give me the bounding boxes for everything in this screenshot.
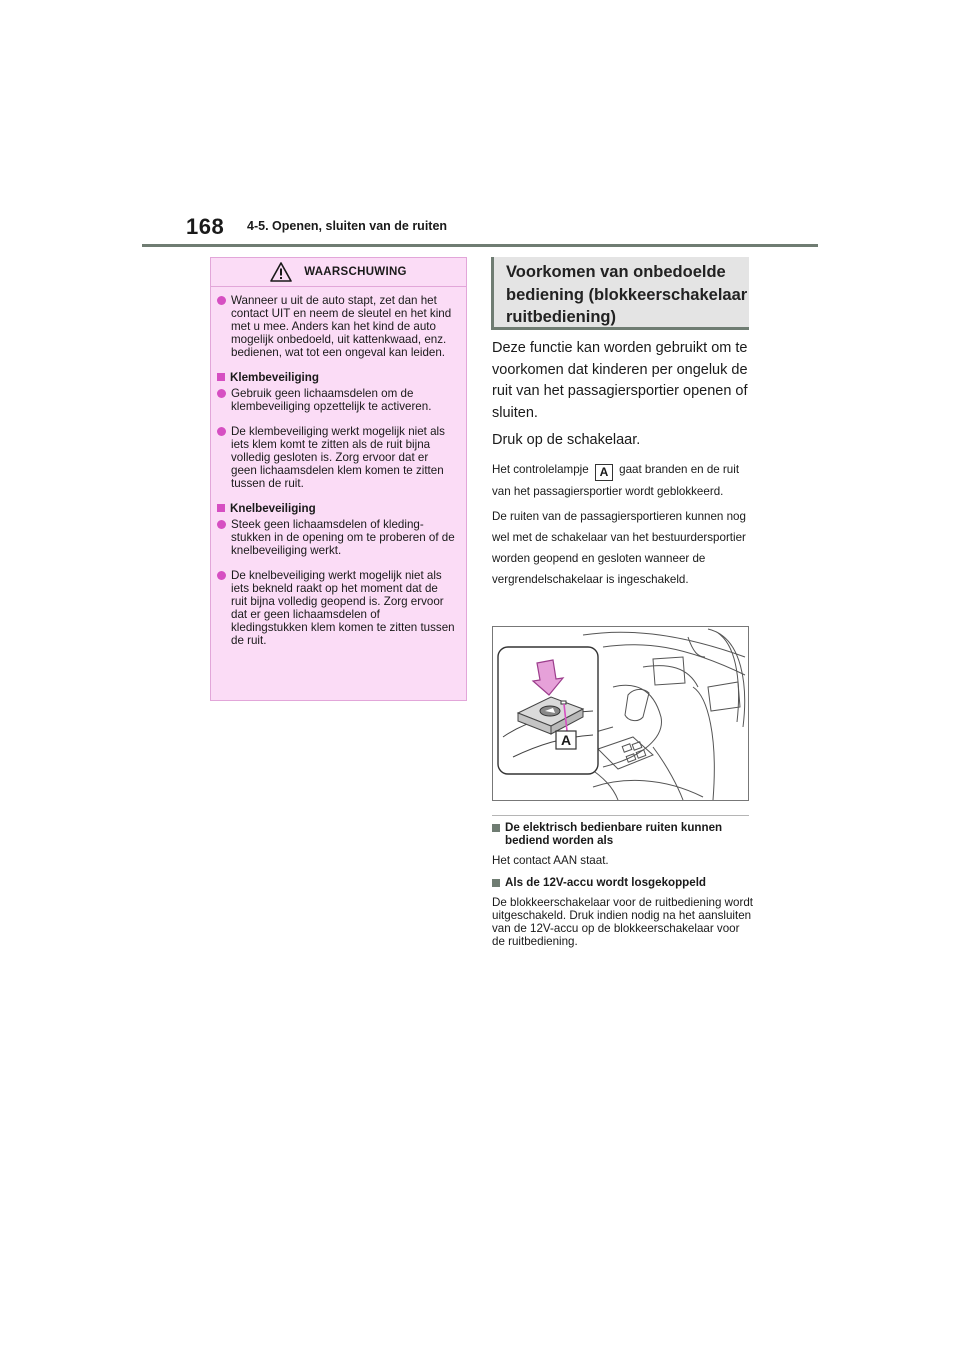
passenger-note: De ruiten van de passagiersportieren kunnen nog wel met de schakelaar van het bestuurdersportier worden geopend en gesloten wanneer de vergrendelschakelaar is ingeschakeld. [492, 510, 746, 586]
instruction: Druk op de schakelaar. [492, 432, 641, 448]
warning-header [211, 258, 466, 287]
bullet-icon [217, 389, 226, 398]
figure-divider [492, 815, 749, 816]
bullet-icon [217, 520, 226, 529]
section-heading: Voorkomen van onbedoelde bediening (blokkeerschakelaar ruitbediening) [491, 257, 749, 330]
label-a-badge: A [595, 464, 613, 481]
warning-item [217, 518, 456, 557]
note-body: De blokkeerschakelaar voor de ruitbediening wordt uitgeschakeld. Druk indien nodig na het aansluiten van de 12V-accu op de blokkeerschakelaar voor de ruitbediening. [492, 896, 754, 948]
note-heading-text: De elektrisch bedienbare ruiten kunnen bediend worden als [505, 821, 723, 847]
note-heading-text: Als de 12V-accu wordt losgekoppeld [505, 876, 707, 890]
square-bullet-icon [492, 824, 500, 832]
warning-text: Gebruik geen lichaamsdelen om de klembeveiliging opzettelijk te activeren. [231, 387, 432, 413]
warning-text: Wanneer u uit de auto stapt, zet dan het contact UIT en neem de sleutel en het kind met u mee. Anders kan het kind de auto mogelijk onbedoeld, uit kattenkwaad, enz. bedienen, wat tot een ongeval kan leiden. [231, 294, 452, 359]
square-bullet-icon [217, 504, 225, 512]
lamp-paragraph [492, 459, 754, 502]
bullet-icon [217, 296, 226, 305]
figure-label-a: A [560, 732, 572, 748]
note-heading [492, 822, 754, 848]
window-lock-illustration [492, 626, 749, 801]
detail-text [492, 459, 754, 594]
klem-heading: Klembeveiliging [230, 371, 319, 384]
warning-item [217, 569, 456, 647]
car-door-drawing [493, 627, 748, 800]
warning-text: Steek geen lichaamsdelen of kledingstukken in de opening om te proberen of de knelbeveiliging werkt. [231, 518, 455, 557]
square-bullet-icon [217, 373, 225, 381]
bullet-icon [217, 427, 226, 436]
page-number: 168 [186, 214, 225, 239]
notes [492, 822, 754, 958]
intro-paragraph: Deze functie kan worden gebruikt om te voorkomen dat kinderen per ongeluk de ruit van het passagiersportier openen of sluiten. [492, 340, 748, 421]
square-bullet-icon [492, 879, 500, 887]
note-heading [492, 877, 754, 890]
warning-body [211, 287, 466, 647]
warning-item [217, 425, 456, 490]
warning-triangle-icon [270, 262, 292, 282]
lamp-text-before: Het controlelampje [492, 463, 589, 476]
warning-text: De klembeveiliging werkt mogelijk niet als iets klem komt te zitten als de ruit bijna volledig gesloten is. Zorg ervoor dat er geen lichaamsdelen klem komen te zitten tussen de ruit. [231, 425, 445, 490]
warning-title: WAARSCHUWING [304, 266, 407, 278]
intro-text [492, 338, 752, 458]
lamp-text-after: gaat branden en de ruit van het passagiersportier wordt geblokkeerd. [492, 463, 740, 498]
bullet-icon [217, 571, 226, 580]
warning-item [217, 294, 456, 359]
warning-item [217, 387, 456, 413]
warning-text: De knelbeveiliging werkt mogelijk niet als iets bekneld raakt op het moment dat de ruit bijna volledig geopend is. Zorg ervoor dat er geen lichaamsdelen of kledingstukken klem komen te zitten tussen de ruit. [231, 569, 455, 647]
warning-subhead [217, 371, 456, 384]
warning-subhead [217, 502, 456, 515]
section-title: 4-5. Openen, sluiten van de ruiten [247, 219, 448, 233]
note-body: Het contact AAN staat. [492, 853, 609, 867]
knel-heading: Knelbeveiliging [230, 502, 316, 515]
header-rule [142, 244, 818, 247]
warning-box [210, 257, 467, 701]
